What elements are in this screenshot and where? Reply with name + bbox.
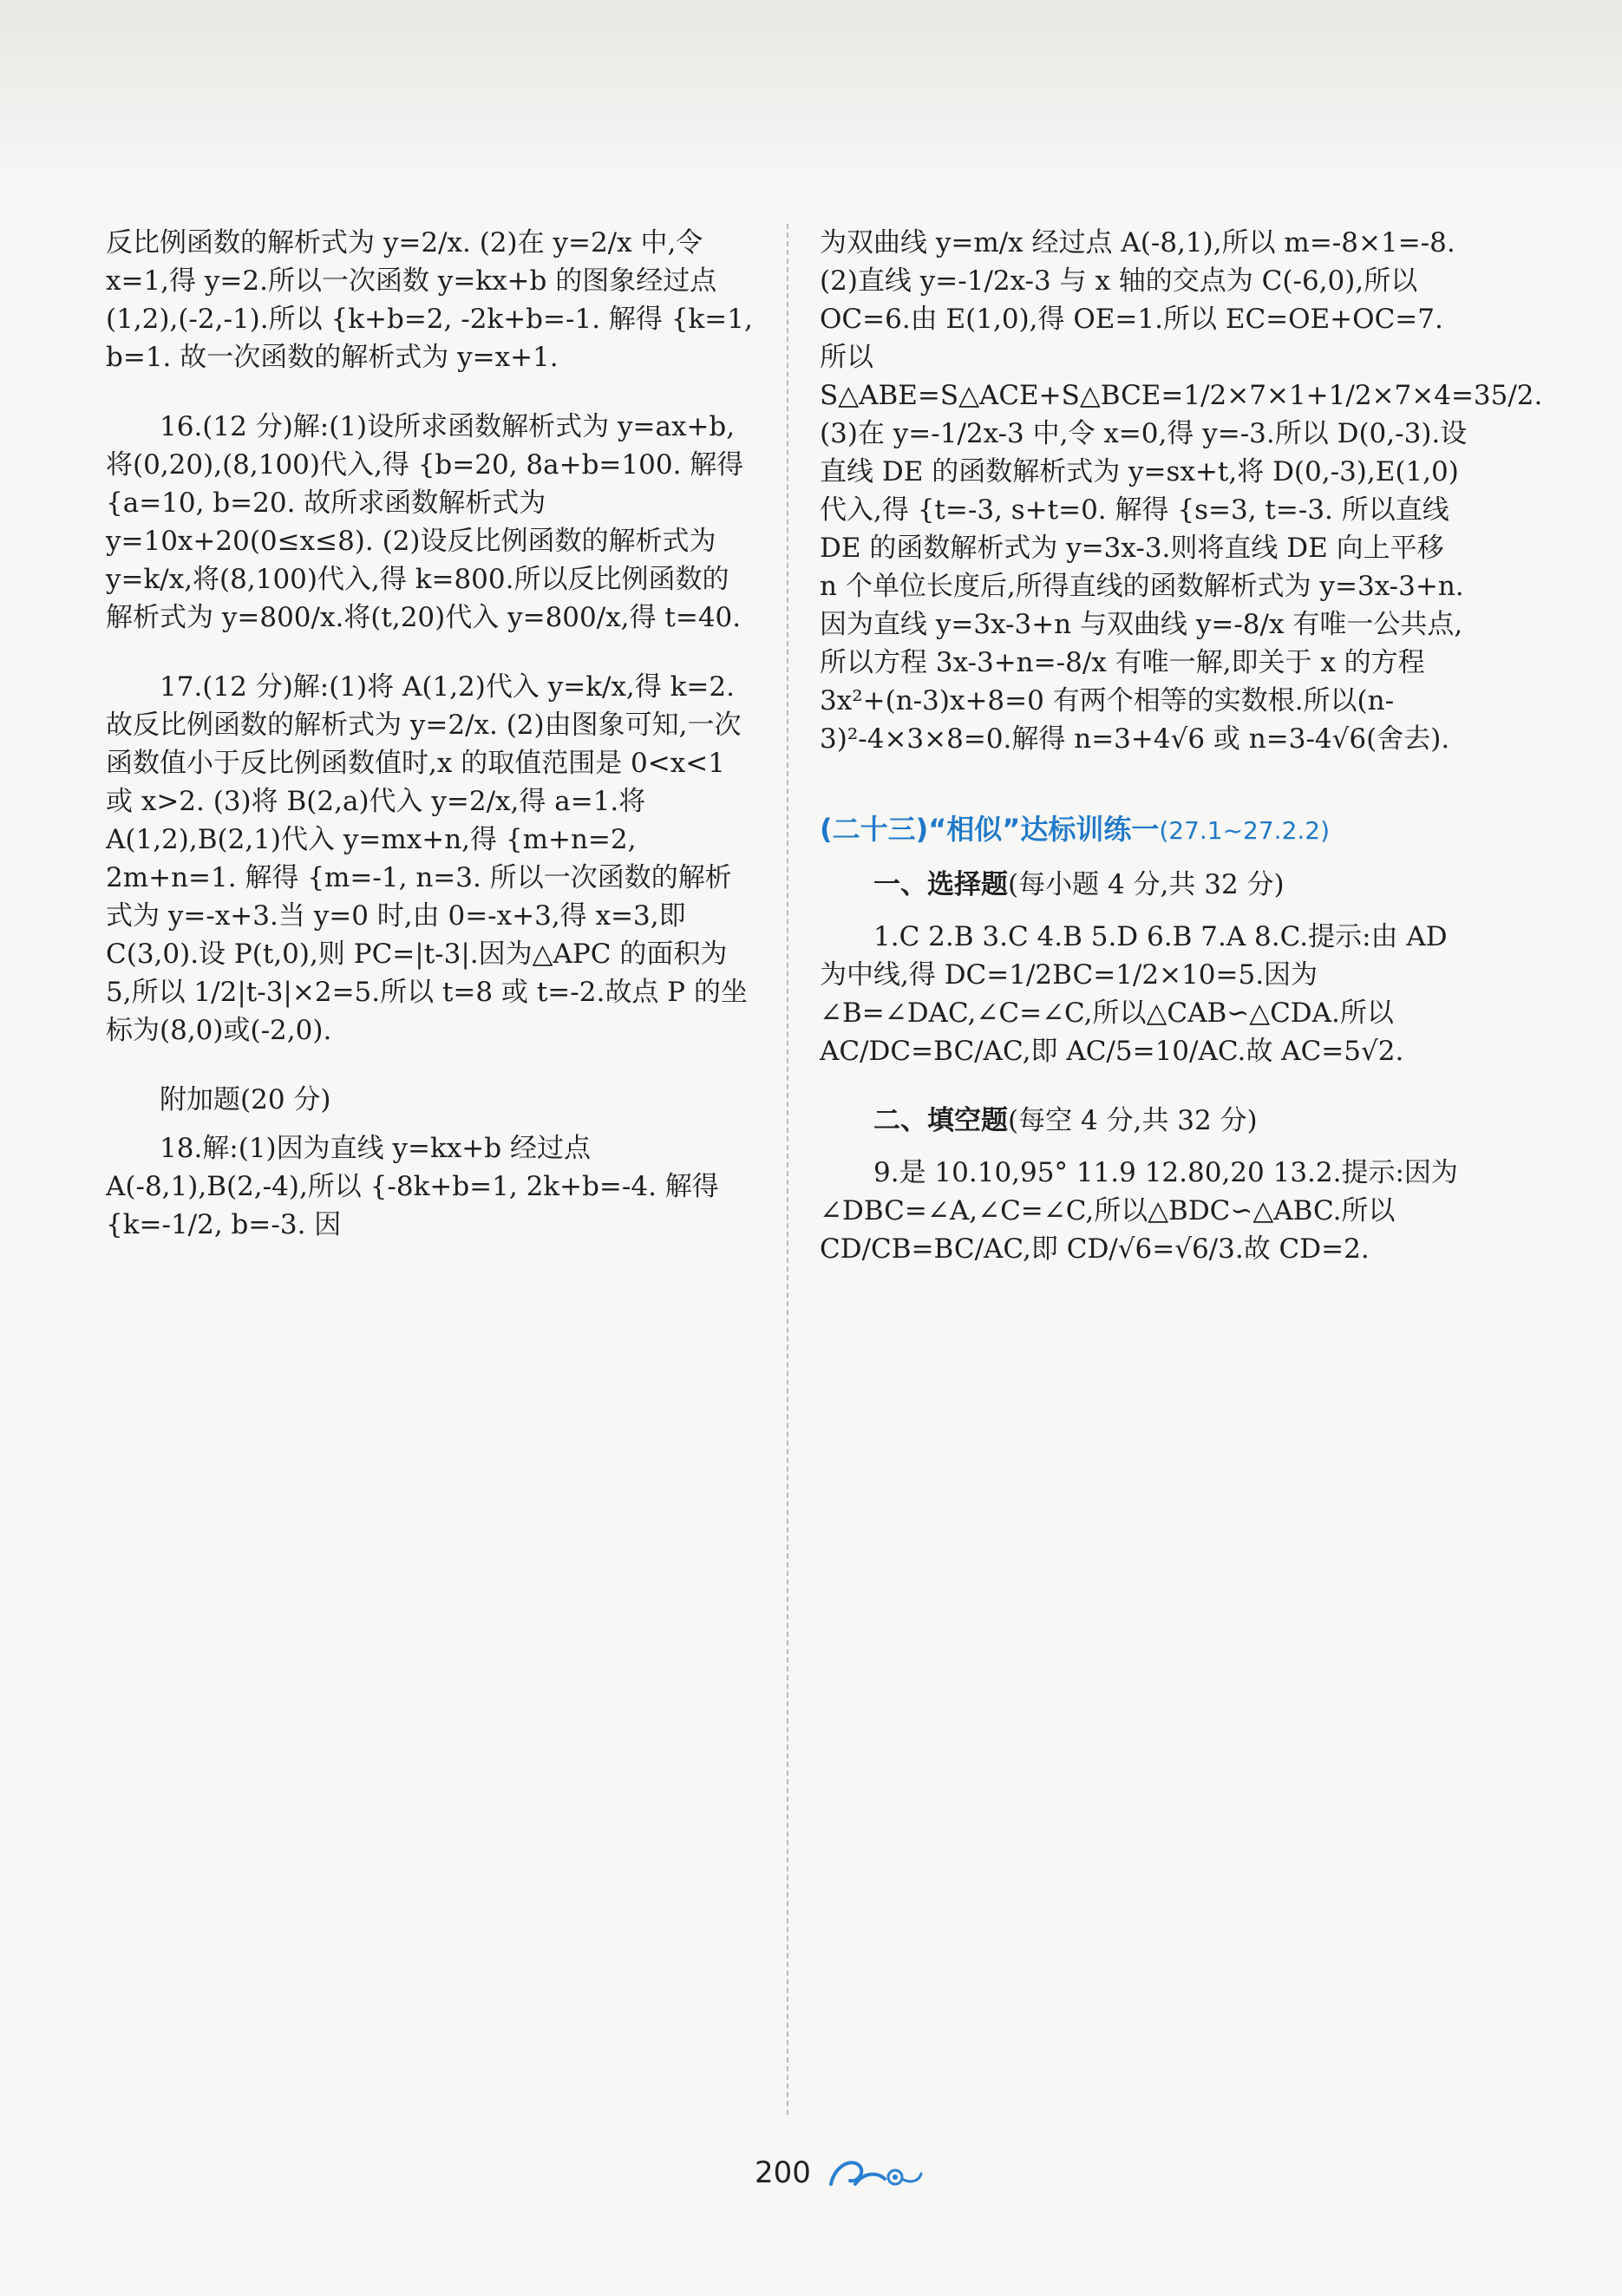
column-divider bbox=[787, 224, 788, 2115]
part2-answers: 9.是 10.10,95° 11.9 12.80,20 13.2.提示:因为∠DBC=∠A,∠C=∠C,所以△BDC∽△ABC.所以 CD/CB=BC/AC,即 CD/√6=√6/3.故 CD=2. bbox=[820, 1157, 1458, 1265]
part1-answers: 1.C 2.B 3.C 4.B 5.D 6.B 7.A 8.C.提示:由 AD 为中线,得 DC=1/2BC=1/2×10=5.因为∠B=∠DAC,∠C=∠C,所以△CAB∽△CDA.所以 AC/DC=BC/AC,即 AC/5=10/AC.故 AC=5√2. bbox=[820, 921, 1448, 1067]
answer-paragraph-17: 17.(12 分)解:(1)将 A(1,2)代入 y=k/x,得 k=2.故反比例函数的解析式为 y=2/x. (2)由图象可知,一次函数值小于反比例函数值时,x 的取值范围是 0<x<1 或 x>2. (3)将 B(2,a)代入 y=2/x,得 a=1.将 A(1,2),B(2,1)代入 y=mx+n,得 {m+n=2, 2m+n=1. 解得 {m=-1, n=3. 所以一次函数的解析式为 y=-x+3.当 y=0 时,由 0=-x+3,得 x=3,即 C(3,0).设 P(t,0),则 PC=|t-3|.因为△APC 的面积为 5,所以 1/2|t-3|×2=5.所以 t=8 或 t=-2.故点 P 的坐标为(8,0)或(-2,0). bbox=[106, 671, 748, 1046]
part1-heading-note: (每小题 4 分,共 32 分) bbox=[1008, 869, 1285, 900]
part2-heading-note: (每空 4 分,共 32 分) bbox=[1008, 1105, 1258, 1136]
left-column bbox=[106, 224, 755, 1275]
section-title bbox=[820, 810, 1468, 850]
section-range: (27.1~27.2.2) bbox=[1159, 816, 1331, 845]
part1-heading bbox=[873, 866, 1468, 904]
answer-paragraph-15-cont: 反比例函数的解析式为 y=2/x. (2)在 y=2/x 中,令 x=1,得 y=2.所以一次函数 y=kx+b 的图象经过点(1,2),(-2,-1).所以 {k+b=2, -2k+b=-1. 解得 {k=1, b=1. 故一次函数的解析式为 y=x+1. bbox=[106, 227, 753, 373]
answer-paragraph-16: 16.(12 分)解:(1)设所求函数解析式为 y=ax+b,将(0,20),(8,100)代入,得 {b=20, 8a+b=100. 解得 {a=10, b=20. 故所求函数解析式为 y=10x+20(0≤x≤8). (2)设反比例函数的解析式为 y=k/x,将(8,100)代入,得 k=800.所以反比例函数的解析式为 y=800/x.将(t,20)代入 y=800/x,得 t=40. bbox=[106, 411, 744, 633]
flourish-icon bbox=[824, 2149, 928, 2191]
section-title-text: (二十三)“相似”达标训练一 bbox=[820, 813, 1160, 846]
part2-heading-text: 二、填空题 bbox=[873, 1105, 1008, 1136]
page-top-shadow bbox=[0, 0, 1622, 191]
page-number: 200 bbox=[755, 2155, 811, 2190]
answer-paragraph-18-cont: 为双曲线 y=m/x 经过点 A(-8,1),所以 m=-8×1=-8. (2)直线 y=-1/2x-3 与 x 轴的交点为 C(-6,0),所以 OC=6.由 E(1,0),得 OE=1.所以 EC=OE+OC=7.所以 S△ABE=S△ACE+S△BCE=1/2×7×1+1/2×7×4=35/2. (3)在 y=-1/2x-3 中,令 x=0,得 y=-3.所以 D(0,-3).设直线 DE 的函数解析式为 y=sx+t,将 D(0,-3),E(1,0)代入,得 {t=-3, s+t=0. 解得 {s=3, t=-3. 所以直线 DE 的函数解析式为 y=3x-3.则将直线 DE 向上平移 n 个单位长度后,所得直线的函数解析式为 y=3x-3+n.因为直线 y=3x-3+n 与双曲线 y=-8/x 有唯一公共点,所以方程 3x-3+n=-8/x 有唯一解,即关于 x 的方程 3x²+(n-3)x+8=0 有两个相等的实数根.所以(n-3)²-4×3×8=0.解得 n=3+4√6 或 n=3-4√6(舍去). bbox=[820, 227, 1543, 755]
right-column bbox=[820, 224, 1543, 1299]
answer-paragraph-18: 18.解:(1)因为直线 y=kx+b 经过点 A(-8,1),B(2,-4),所以 {-8k+b=1, 2k+b=-4. 解得 {k=-1/2, b=-3. 因 bbox=[106, 1133, 719, 1240]
part1-heading-text: 一、选择题 bbox=[873, 869, 1008, 900]
bonus-heading: 附加题(20 分) bbox=[160, 1084, 331, 1115]
part2-heading bbox=[873, 1102, 1468, 1140]
